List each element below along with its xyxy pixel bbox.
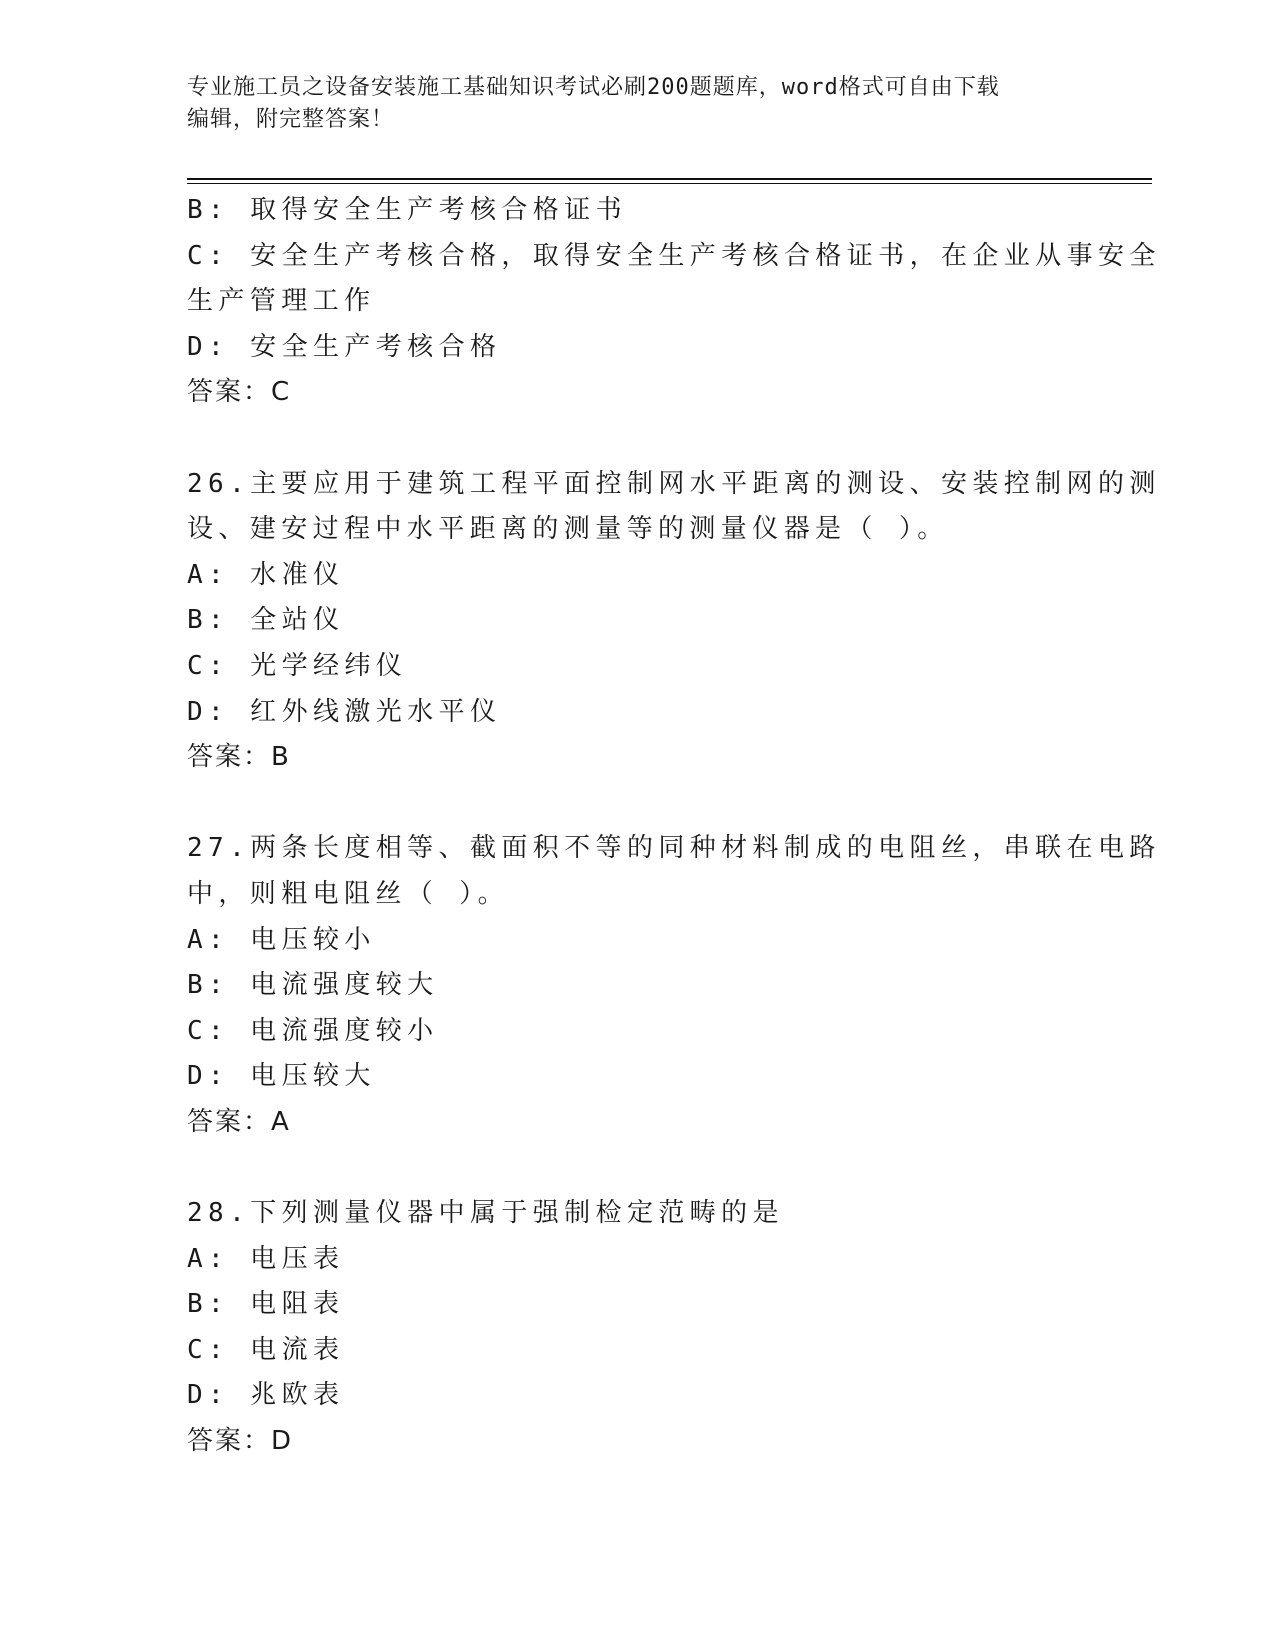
option-b: [187, 188, 1077, 234]
option-c-continued: 生产管理工作: [187, 286, 376, 317]
option-d: [187, 325, 1077, 371]
option-label: A:: [187, 924, 230, 955]
question-28: [187, 1191, 1077, 1465]
option-text: 安全生产考核合格: [250, 331, 502, 362]
option-b: [187, 598, 1077, 644]
header-title-line-1: 专业施工员之设备安装施工基础知识考试必刷200题题库，word格式可自由下载: [187, 75, 1000, 100]
option-label: B:: [187, 195, 230, 225]
question-stem: 28.下列测量仪器中属于强制检定范畴的是: [187, 1198, 784, 1229]
question-25-continued: [187, 188, 1161, 416]
option-text: 兆欧表: [250, 1380, 345, 1411]
option-text: 水准仪: [250, 559, 345, 590]
option-text: 光学经纬仪: [250, 650, 408, 681]
spacer: [187, 781, 1077, 827]
header-divider: [187, 178, 1152, 184]
option-text: 电流强度较小: [250, 1015, 439, 1046]
option-d: [187, 1054, 1077, 1100]
spacer: [187, 1145, 1077, 1191]
answer-line: 答案：A: [187, 1106, 291, 1137]
option-label: B:: [187, 970, 230, 1001]
option-label: D:: [187, 696, 230, 727]
header-title-line-2: 编辑，附完整答案！: [187, 107, 395, 132]
option-label: A:: [187, 1243, 230, 1274]
option-text: 电流强度较大: [250, 970, 439, 1001]
question-stem-continued: 中，则粗电阻丝（ ）。: [187, 878, 510, 909]
document-header: [187, 72, 1067, 136]
option-text: 全站仪: [250, 605, 345, 636]
option-d: [187, 690, 1077, 736]
option-label: D:: [187, 1061, 230, 1092]
option-text: 电压较小: [250, 924, 376, 955]
option-text: 红外线激光水平仪: [250, 696, 502, 727]
option-label: B:: [187, 605, 230, 636]
spacer: [187, 416, 1077, 462]
option-c: [187, 234, 1161, 280]
option-a: [187, 1237, 1077, 1283]
option-text: 电压较大: [250, 1061, 376, 1092]
option-label: C:: [187, 650, 230, 681]
question-stem: 26.主要应用于建筑工程平面控制网水平距离的测设、安装控制网的测: [187, 468, 1161, 499]
answer-line: 答案：D: [187, 1426, 294, 1457]
option-text: 安全生产考核合格，取得安全生产考核合格证书，在企业从事安全: [250, 240, 1161, 271]
question-27: [187, 826, 1161, 1145]
option-c: [187, 1328, 1077, 1374]
option-text: 电压表: [250, 1243, 345, 1274]
option-a: [187, 918, 1077, 964]
option-text: 电流表: [250, 1334, 345, 1365]
option-label: C:: [187, 240, 230, 271]
question-26: [187, 462, 1161, 781]
option-text: 取得安全生产考核合格证书: [250, 195, 627, 225]
document-body: [187, 188, 1161, 1465]
option-label: A:: [187, 559, 230, 590]
option-text: 电阻表: [250, 1289, 345, 1320]
question-stem: 27.两条长度相等、截面积不等的同种材料制成的电阻丝，串联在电路: [187, 833, 1161, 864]
option-c: [187, 644, 1077, 690]
option-c: [187, 1009, 1077, 1055]
answer-line: 答案：B: [187, 742, 291, 773]
option-label: D:: [187, 1380, 230, 1411]
option-d: [187, 1373, 1077, 1419]
option-label: D:: [187, 331, 230, 362]
option-b: [187, 1282, 1077, 1328]
answer-line: 答案：C: [187, 377, 292, 408]
option-a: [187, 553, 1077, 599]
option-label: B:: [187, 1289, 230, 1320]
question-stem-continued: 设、建安过程中水平距离的测量等的测量仪器是（ ）。: [187, 514, 949, 545]
option-label: C:: [187, 1015, 230, 1046]
option-label: C:: [187, 1334, 230, 1365]
option-b: [187, 963, 1077, 1009]
